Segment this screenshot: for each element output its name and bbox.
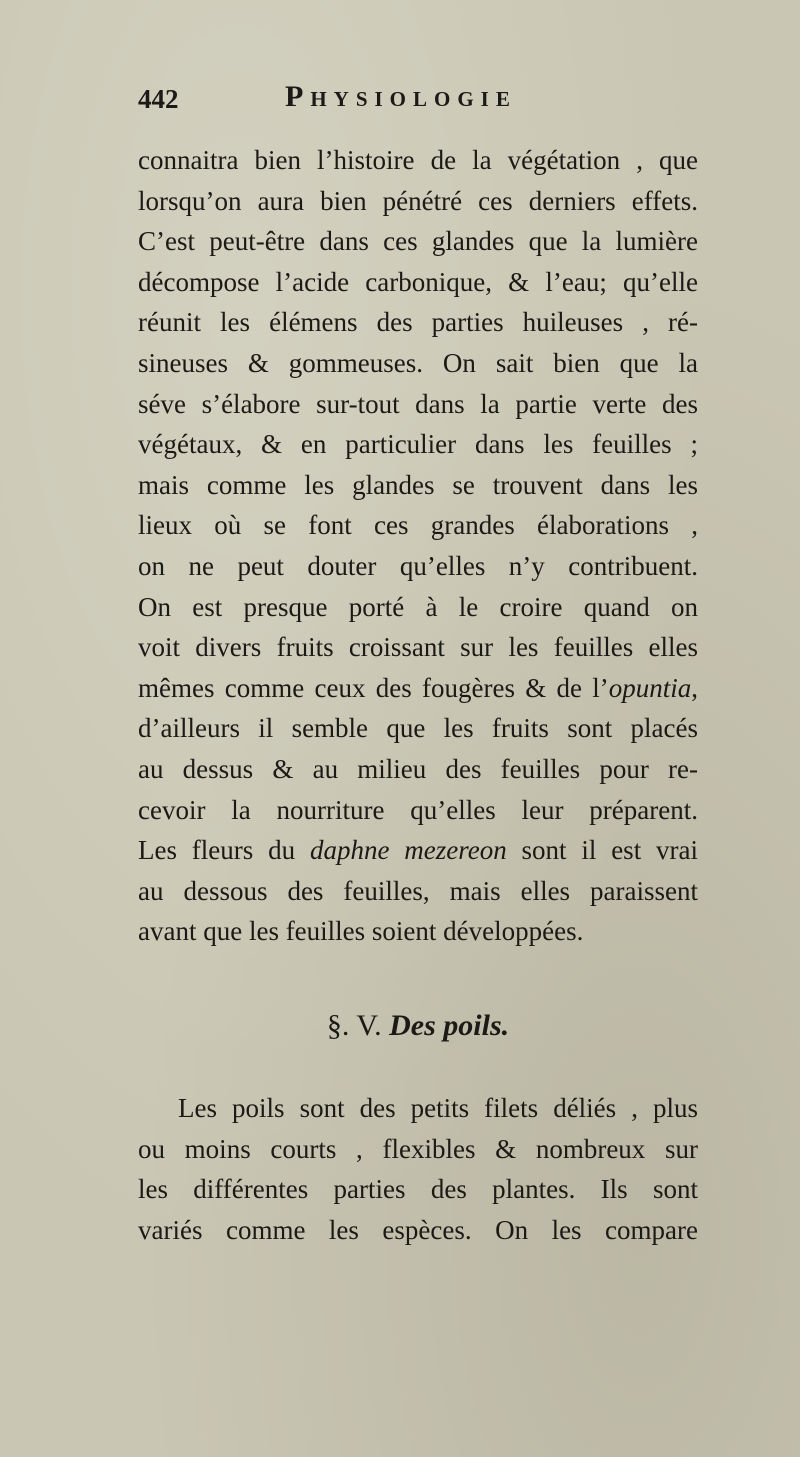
text-line: voit divers fruits croissant sur les feuilles elles xyxy=(138,632,698,663)
running-title: Physiologie xyxy=(285,80,517,113)
paragraph-1 xyxy=(138,140,698,952)
section-number: §. V. xyxy=(326,1009,382,1042)
section-heading xyxy=(138,1006,698,1046)
text-run: , xyxy=(691,672,698,703)
italic-term: daphne mezereon xyxy=(309,835,507,866)
text-line: avant que les feuilles soient développées. xyxy=(138,916,584,947)
text-line: au dessus & au milieu des feuilles pour re- xyxy=(138,753,698,784)
text-line: variés comme les espèces. On les compare xyxy=(138,1214,698,1245)
paragraph-2 xyxy=(138,1088,698,1250)
text-run: mêmes comme ceux des fougères & de l’ xyxy=(138,672,609,703)
page-number: 442 xyxy=(138,84,179,114)
text-run: Les fleurs du xyxy=(138,835,310,866)
text-run: sont il est vrai xyxy=(506,835,698,866)
text-line: les différentes parties des plantes. Ils sont xyxy=(138,1174,698,1205)
page-header xyxy=(138,78,698,118)
text-line: ou moins courts , flexibles & nombreux sur xyxy=(138,1133,698,1164)
text-line: végétaux, & en particulier dans les feuilles ; xyxy=(138,429,698,460)
text-line: réunit les élémens des parties huileuses , ré- xyxy=(138,307,698,338)
text-line: cevoir la nourriture qu’elles leur préparent. xyxy=(138,794,698,825)
text-line-mixed xyxy=(138,830,698,871)
text-line: on ne peut douter qu’elles n’y contribuent. xyxy=(138,550,698,581)
italic-term: opuntia xyxy=(608,672,692,703)
section-title: Des poils. xyxy=(389,1009,510,1042)
text-line: Les poils sont des petits filets déliés , plus xyxy=(178,1093,698,1123)
text-line: séve s’élabore sur-tout dans la partie verte des xyxy=(138,388,698,419)
text-line: sineuses & gommeuses. On sait bien que la xyxy=(138,347,698,378)
text-line: C’est peut-être dans ces glandes que la lumière xyxy=(138,226,698,257)
text-line-mixed xyxy=(138,668,698,709)
text-line: lieux où se font ces grandes élaborations , xyxy=(138,510,698,541)
text-line: d’ailleurs il semble que les fruits sont placés xyxy=(138,713,698,744)
text-line: mais comme les glandes se trouvent dans les xyxy=(138,469,698,500)
text-line: connaitra bien l’histoire de la végétation , que xyxy=(138,145,698,175)
text-line: lorsqu’on aura bien pénétré ces derniers effets. xyxy=(138,185,698,216)
text-line: décompose l’acide carbonique, & l’eau; qu’elle xyxy=(138,266,698,297)
text-line: au dessous des feuilles, mais elles paraissent xyxy=(138,875,698,906)
text-line: On est presque porté à le croire quand on xyxy=(138,591,698,622)
